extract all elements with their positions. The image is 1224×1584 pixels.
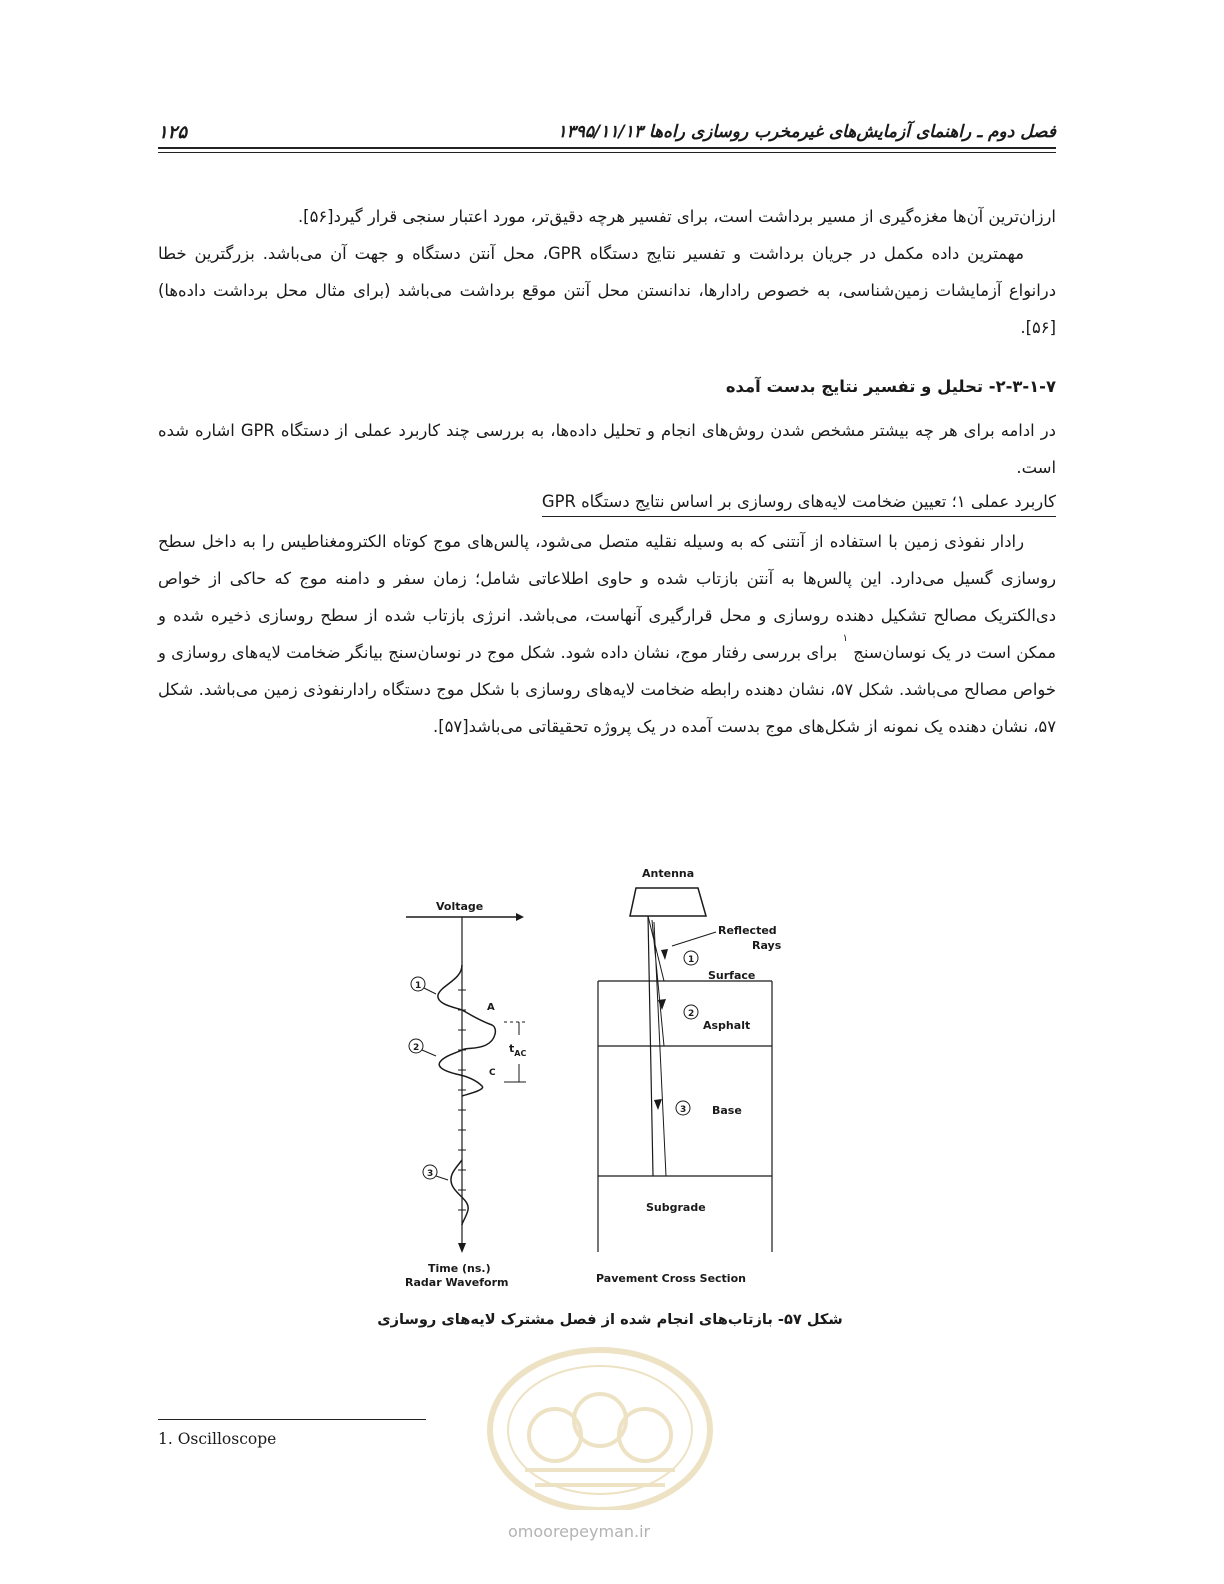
reflected-label: Reflected xyxy=(718,924,777,937)
figure-caption: شکل ۵۷- بازتاب‌های انجام شده از فصل مشترک لایه‌های روسازی xyxy=(377,1311,843,1328)
paragraph-3: در ادامه برای هر چه بیشتر مشخص شدن روش‌های انجام و تحلیل داده‌ها، به بررسی چند کاربرد عملی از دستگاه GPR اشاره شده است. xyxy=(158,421,1056,477)
asphalt-label: Asphalt xyxy=(703,1019,751,1032)
paragraph-1: ارزان‌ترین آن‌ها مغزه‌گیری از مسیر برداشت است، برای تفسیر هرچه دقیق‌تر، مورد اعتبار سنجی قرار گیرد[۵۶]. xyxy=(297,207,1056,226)
antenna-icon xyxy=(630,888,706,916)
paragraph-2: مهمترین داده مکمل در جریان برداشت و تفسیر نتایج دستگاه GPR، محل آنتن دستگاه و جهت آن می‌باشد. بزرگترین خطا درانواع آزمایشات زمین‌شناسی، به خصوص رادارها، ندانستن محل آنتن موقع برداشت می‌باشد (برای مثال محل برداشت داده‌ها) [۵۶]. xyxy=(158,244,1056,337)
voltage-label: Voltage xyxy=(436,900,484,913)
ray-arrow-2-icon xyxy=(658,999,666,1010)
footnote-rule xyxy=(158,1419,426,1420)
footnote: 1. Oscilloscope xyxy=(158,1430,277,1448)
label-c: C xyxy=(489,1068,496,1078)
pavement-cross-section-label: Pavement Cross Section xyxy=(596,1272,746,1285)
base-label: Base xyxy=(712,1104,742,1117)
ray-arrow-3-icon xyxy=(654,1099,662,1110)
voltage-arrow-icon xyxy=(516,913,524,921)
watermark-site: omoorepeyman.ir xyxy=(508,1522,651,1541)
svg-text:1: 1 xyxy=(688,955,695,965)
radar-waveform-label: Radar Waveform xyxy=(405,1276,509,1289)
tac-label: $t_{AC}$ xyxy=(509,1042,527,1058)
header-rule-thin xyxy=(158,152,1056,153)
surface-label: Surface xyxy=(708,969,756,982)
watermark-logo xyxy=(485,1340,715,1510)
body-text xyxy=(158,198,1056,745)
marker-1-label: 1 xyxy=(415,981,422,991)
time-arrow-icon xyxy=(458,1243,466,1253)
marker-3-label: 3 xyxy=(427,1169,434,1179)
label-a: A xyxy=(487,1002,495,1013)
svg-text:3: 3 xyxy=(680,1105,687,1115)
svg-text:2: 2 xyxy=(688,1009,695,1019)
section-heading: ۲-۳-۱-۷- تحلیل و تفسیر نتایج بدست آمده xyxy=(725,377,1056,396)
antenna-label: Antenna xyxy=(642,867,695,880)
footnote-ref: ۱ xyxy=(842,633,849,644)
running-title: فصل دوم ـ راهنمای آزمایش‌های غیرمخرب روسازی راه‌ها ۱۳۹۵/۱۱/۱۳ xyxy=(557,122,1056,142)
ray-arrow-1-icon xyxy=(661,949,668,960)
waveform-reflection-1-2 xyxy=(438,965,496,1096)
paragraph-4 xyxy=(158,523,1056,745)
paragraph-4-part-2: برای بررسی رفتار موج، نشان داده شود. شکل موج در نوسان‌سنج بیانگر ضخامت لایه‌های روسازی و خواص مصالح می‌باشد. شکل ۵۷، نشان دهنده رابطه ضخامت لایه‌های روسازی با شکل موج دستگاه رادارنفوذی زمین می‌باشد. شکل ۵۷، نشان دهنده یک نمونه از شکل‌های موج بدست آمده در یک پروژه تحقیقاتی می‌باشد[۵۷]. xyxy=(158,643,1056,736)
subheading: کاربرد عملی ۱؛ تعیین ضخامت لایه‌های روسازی بر اساس نتایج دستگاه GPR xyxy=(542,488,1056,517)
subgrade-label: Subgrade xyxy=(646,1201,706,1214)
rays-label: Rays xyxy=(752,939,782,952)
paragraph-4-part-1: رادار نفوذی زمین با استفاده از آنتنی که به وسیله نقلیه متصل می‌شود، پالس‌های موج کوتاه الکترومغناطیس را به داخل سطح روسازی گسیل می‌دارد. این پالس‌ها به آنتن بازتاب شده و حاوی اطلاعاتی شامل؛ زمان سفر و دامنه موج که حاکی از خواص دی‌الکتریک مصالح تشکیل دهنده روسازی و محل قرارگیری آنهاست، می‌باشد. انرژی بازتاب شده از سطح روسازی ذخیره شده و ممکن است در یک نوسان‌سنج xyxy=(158,532,1056,662)
marker-2-label: 2 xyxy=(413,1043,420,1053)
time-label: Time (ns.) xyxy=(428,1262,491,1275)
header-rule xyxy=(158,147,1056,149)
figure-57 xyxy=(396,860,816,1310)
page-number: ۱۲۵ xyxy=(158,122,188,143)
